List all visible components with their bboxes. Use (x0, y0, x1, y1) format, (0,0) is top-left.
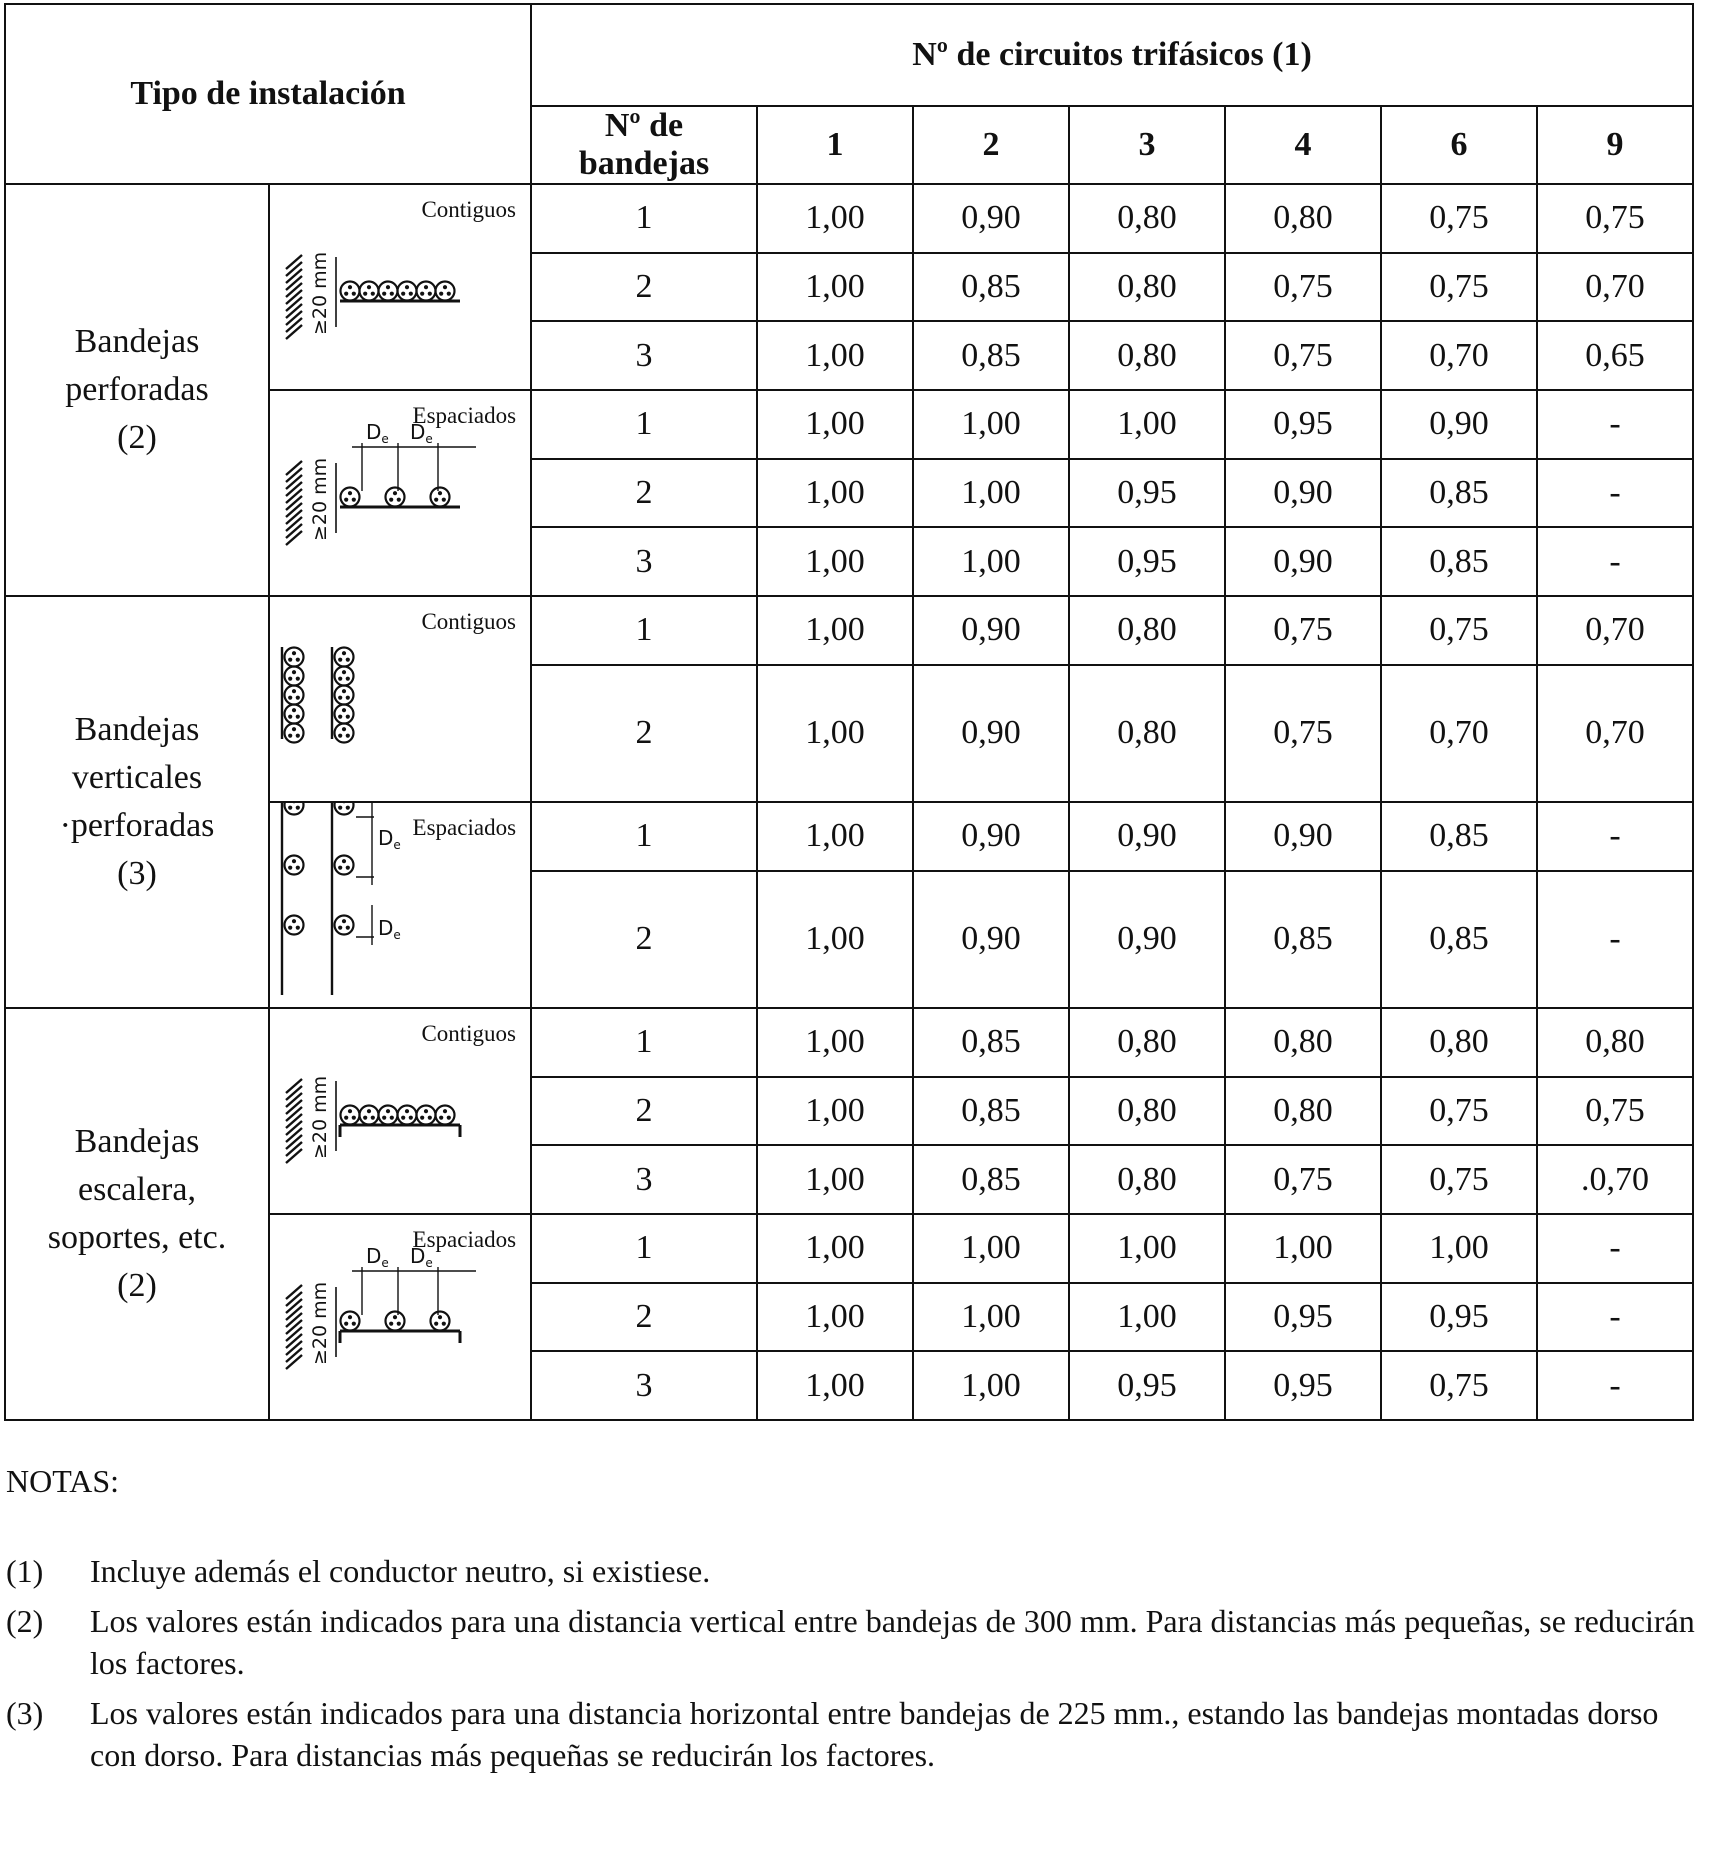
factor-cell: 1,00 (757, 184, 913, 253)
note-3 (6, 1692, 1706, 1776)
cable-icon (335, 648, 354, 667)
de-label: $D_e$ (366, 1244, 389, 1270)
cable-icon (398, 282, 417, 301)
factor-cell: 0,95 (1069, 527, 1225, 596)
factor-cell: 0,80 (1069, 184, 1225, 253)
factor-cell: - (1537, 871, 1693, 1008)
diagram-cell (269, 1008, 531, 1214)
factor-cell: 0,80 (1225, 1077, 1381, 1146)
table-row (5, 596, 1693, 665)
tray-count-cell: 2 (531, 665, 757, 802)
factor-cell: 0,85 (913, 1077, 1069, 1146)
factor-cell: 0,75 (1225, 321, 1381, 390)
tray-count-cell: 3 (531, 527, 757, 596)
header-row-1 (5, 4, 1693, 106)
factor-cell: 1,00 (913, 1351, 1069, 1420)
factor-cell: 1,00 (913, 1283, 1069, 1352)
cable-icon (285, 803, 304, 815)
cable-icon (341, 1106, 360, 1125)
tray-count-cell: 1 (531, 1008, 757, 1077)
factor-cell: 0,70 (1537, 596, 1693, 665)
factor-cell: 0,75 (1381, 1077, 1537, 1146)
group-label-3 (5, 1008, 269, 1420)
cable-icon (341, 488, 360, 507)
diagram-cell (269, 1214, 531, 1420)
factor-cell: 0,85 (1381, 871, 1537, 1008)
group-label-line: ·perforadas (59, 807, 215, 844)
factor-cell: 1,00 (757, 1283, 913, 1352)
factor-cell: 0,75 (1225, 1145, 1381, 1214)
group-label-2 (5, 596, 269, 1008)
header-bandejas-line1: Nº de (604, 107, 684, 144)
vertical-spaced-icon (270, 803, 528, 1007)
tray-count-cell: 3 (531, 1351, 757, 1420)
factor-cell: 0,90 (1225, 527, 1381, 596)
note-1 (6, 1550, 1706, 1592)
header-col-3: 3 (1069, 106, 1225, 184)
factor-cell: 1,00 (913, 1214, 1069, 1283)
cable-icon (285, 686, 304, 705)
layout-label: Contiguos (421, 197, 517, 222)
tray-count-cell: 1 (531, 390, 757, 459)
factor-cell: 1,00 (1381, 1214, 1537, 1283)
note-1-number: (1) (6, 1553, 44, 1589)
factor-cell: .0,70 (1537, 1145, 1693, 1214)
header-tipo: Tipo de instalación (5, 4, 531, 184)
factor-cell: 1,00 (757, 527, 913, 596)
tray-count-cell: 2 (531, 871, 757, 1008)
gap-label: ≥20 mm (309, 251, 331, 335)
factor-cell: 0,65 (1537, 321, 1693, 390)
note-2 (6, 1600, 1706, 1684)
factor-cell: 1,00 (913, 390, 1069, 459)
wall-hatch (286, 1285, 302, 1369)
factor-cell: 0,75 (1381, 1351, 1537, 1420)
factor-cell: 0,80 (1069, 1008, 1225, 1077)
factor-cell: - (1537, 1351, 1693, 1420)
factor-cell: 0,85 (1381, 802, 1537, 871)
group-label-line: (3) (117, 855, 157, 892)
factor-cell: - (1537, 1283, 1693, 1352)
group-label-1 (5, 184, 269, 596)
factor-cell: 0,70 (1381, 321, 1537, 390)
factor-cell: 0,90 (1381, 390, 1537, 459)
note-2-number: (2) (6, 1603, 44, 1639)
factor-cell: 0,75 (1381, 184, 1537, 253)
factor-cell: 1,00 (757, 871, 913, 1008)
note-2-text: Los valores están indicados para una distancia vertical entre bandejas de 300 mm. Para distancias más pequeñas, se reducirán los factores. (90, 1603, 1695, 1681)
tray-count-cell: 1 (531, 596, 757, 665)
group-label-line: escalera, (78, 1171, 196, 1208)
cable-icon (335, 724, 354, 743)
diagram-cell (269, 596, 531, 802)
wall-hatch (286, 461, 302, 545)
factor-cell: 0,80 (1069, 1077, 1225, 1146)
factor-cell: 0,75 (1225, 596, 1381, 665)
tray-count-cell: 1 (531, 1214, 757, 1283)
cable-icon (436, 1106, 455, 1125)
cable-icon (360, 1106, 379, 1125)
factor-cell: 0,90 (913, 665, 1069, 802)
factor-cell: 0,80 (1069, 1145, 1225, 1214)
factor-cell: 0,75 (1537, 184, 1693, 253)
cable-icon (335, 686, 354, 705)
factor-cell: 0,85 (913, 1145, 1069, 1214)
layout-label: Contiguos (421, 609, 517, 634)
layout-label: Espaciados (412, 1227, 517, 1252)
cable-icon (417, 282, 436, 301)
factor-cell: - (1537, 459, 1693, 528)
note-3-number: (3) (6, 1695, 44, 1731)
table-wrapper (4, 3, 1692, 1421)
gap-label: ≥20 mm (309, 457, 331, 541)
group-label-line: soportes, etc. (47, 1219, 227, 1256)
de-label: $D_e$ (378, 826, 401, 852)
factor-cell: - (1537, 527, 1693, 596)
factor-cell: 0,80 (1225, 184, 1381, 253)
factor-cell: 0,95 (1225, 1351, 1381, 1420)
cable-icon (335, 667, 354, 686)
tray-count-cell: 1 (531, 184, 757, 253)
factor-cell: 0,90 (913, 871, 1069, 1008)
header-col-4: 4 (1225, 106, 1381, 184)
table-row (5, 1008, 1693, 1077)
factor-cell: 0,85 (913, 321, 1069, 390)
group-label-line: perforadas (65, 371, 209, 408)
vertical-contiguous-icon (270, 597, 528, 801)
factor-cell: 1,00 (913, 459, 1069, 528)
header-circuitos: Nº de circuitos trifásicos (1) (531, 4, 1693, 106)
group-label-line: (2) (117, 419, 157, 456)
factor-cell: 1,00 (757, 1008, 913, 1077)
wall-hatch (286, 1079, 302, 1163)
factor-cell: - (1537, 1214, 1693, 1283)
factor-cell: 0,90 (1069, 871, 1225, 1008)
factor-cell: 1,00 (1069, 390, 1225, 459)
factor-cell: 0,90 (1069, 802, 1225, 871)
factor-cell: 0,75 (1537, 1077, 1693, 1146)
factor-cell: 0,90 (1225, 802, 1381, 871)
horizontal-spaced-icon (270, 391, 528, 595)
factor-cell: 1,00 (757, 596, 913, 665)
factor-cell: 1,00 (1225, 1214, 1381, 1283)
diagram-cell (269, 184, 531, 390)
factor-cell: 0,95 (1069, 459, 1225, 528)
factor-cell: 0,95 (1225, 1283, 1381, 1352)
cable-icon (386, 488, 405, 507)
cable-icon (335, 705, 354, 724)
cable-icon (335, 803, 354, 815)
cable-icon (379, 1106, 398, 1125)
factor-cell: 0,70 (1537, 253, 1693, 322)
factor-cell: 0,90 (913, 184, 1069, 253)
factor-cell: 0,75 (1381, 253, 1537, 322)
factor-cell: 0,95 (1225, 390, 1381, 459)
note-1-text: Incluye además el conductor neutro, si existiese. (90, 1553, 711, 1589)
notes-title: NOTAS: (6, 1463, 119, 1499)
factor-cell: 0,90 (913, 596, 1069, 665)
tray-count-cell: 2 (531, 253, 757, 322)
factor-cell: 0,80 (1381, 1008, 1537, 1077)
factor-cell: 0,80 (1069, 253, 1225, 322)
factor-cell: 0,75 (1381, 596, 1537, 665)
factor-cell: 1,00 (1069, 1283, 1225, 1352)
cable-icon (335, 856, 354, 875)
factor-cell: 1,00 (757, 390, 913, 459)
ladder-contiguous-icon (270, 1009, 528, 1213)
tray-count-cell: 1 (531, 802, 757, 871)
cable-icon (360, 282, 379, 301)
header-col-1: 1 (757, 106, 913, 184)
table-row (5, 184, 1693, 253)
factor-cell: 1,00 (757, 1077, 913, 1146)
diagram-cell (269, 802, 531, 1008)
ladder-spaced-icon (270, 1215, 528, 1419)
factor-cell: 0,95 (1381, 1283, 1537, 1352)
cable-icon (431, 1312, 450, 1331)
notes-section (6, 1460, 1706, 1784)
note-3-text: Los valores están indicados para una distancia horizontal entre bandejas de 225 mm., estando las bandejas montadas dorso con dorso. Para distancias más pequeñas se reducirán los factores. (90, 1695, 1659, 1773)
layout-label: Espaciados (412, 403, 517, 428)
factor-cell: 0,80 (1069, 596, 1225, 665)
factor-cell: 0,70 (1537, 665, 1693, 802)
cable-icon (285, 856, 304, 875)
factor-cell: 0,85 (913, 1008, 1069, 1077)
factor-cell: 0,95 (1069, 1351, 1225, 1420)
factor-cell: 1,00 (757, 321, 913, 390)
factor-cell: 0,85 (1225, 871, 1381, 1008)
factor-cell: 0,80 (1069, 665, 1225, 802)
factor-cell: 1,00 (757, 802, 913, 871)
diagram-cell (269, 390, 531, 596)
factor-cell: 1,00 (757, 1351, 913, 1420)
derating-table (4, 3, 1694, 1421)
factor-cell: 0,85 (913, 253, 1069, 322)
header-bandejas-line2: bandejas (578, 145, 710, 182)
cable-icon (285, 667, 304, 686)
factor-cell: 1,00 (757, 1214, 913, 1283)
cable-icon (341, 282, 360, 301)
header-col-2: 2 (913, 106, 1069, 184)
factor-cell: 0,80 (1537, 1008, 1693, 1077)
factor-cell: - (1537, 390, 1693, 459)
factor-cell: 0,80 (1225, 1008, 1381, 1077)
cable-icon (386, 1312, 405, 1331)
factor-cell: 0,85 (1381, 527, 1537, 596)
factor-cell: 0,75 (1225, 665, 1381, 802)
factor-cell: 1,00 (757, 253, 913, 322)
de-label: $D_e$ (410, 420, 433, 446)
factor-cell: 1,00 (913, 527, 1069, 596)
factor-cell: 1,00 (757, 1145, 913, 1214)
factor-cell: 1,00 (757, 665, 913, 802)
cable-icon (431, 488, 450, 507)
header-bandejas (531, 106, 757, 184)
horizontal-contiguous-icon (270, 185, 528, 389)
tray-count-cell: 2 (531, 459, 757, 528)
factor-cell: 0,70 (1381, 665, 1537, 802)
cable-icon (285, 916, 304, 935)
factor-cell: 1,00 (1069, 1214, 1225, 1283)
cable-icon (417, 1106, 436, 1125)
cable-icon (379, 282, 398, 301)
factor-cell: - (1537, 802, 1693, 871)
gap-label: ≥20 mm (309, 1281, 331, 1365)
group-label-line: Bandejas (74, 711, 200, 748)
factor-cell: 1,00 (757, 459, 913, 528)
group-label-line: (2) (117, 1267, 157, 1304)
factor-cell: 0,75 (1381, 1145, 1537, 1214)
factor-cell: 0,85 (1381, 459, 1537, 528)
gap-label: ≥20 mm (309, 1075, 331, 1159)
group-label-line: verticales (71, 759, 203, 796)
factor-cell: 0,90 (913, 802, 1069, 871)
cable-icon (436, 282, 455, 301)
de-label: $D_e$ (410, 1244, 433, 1270)
tray-count-cell: 3 (531, 321, 757, 390)
factor-cell: 0,80 (1069, 321, 1225, 390)
cable-icon (335, 916, 354, 935)
cable-icon (341, 1312, 360, 1331)
tray-count-cell: 2 (531, 1077, 757, 1146)
factor-cell: 0,75 (1225, 253, 1381, 322)
layout-label: Contiguos (421, 1021, 517, 1046)
header-col-6: 6 (1381, 106, 1537, 184)
de-label: $D_e$ (366, 420, 389, 446)
cable-icon (285, 648, 304, 667)
factor-cell: 0,90 (1225, 459, 1381, 528)
group-label-line: Bandejas (74, 1123, 200, 1160)
tray-count-cell: 3 (531, 1145, 757, 1214)
cable-icon (398, 1106, 417, 1125)
cable-icon (285, 705, 304, 724)
cable-icon (285, 724, 304, 743)
de-label: $D_e$ (378, 916, 401, 942)
header-col-9: 9 (1537, 106, 1693, 184)
group-label-line: Bandejas (74, 323, 200, 360)
wall-hatch (286, 255, 302, 339)
layout-label: Espaciados (412, 815, 517, 840)
tray-count-cell: 2 (531, 1283, 757, 1352)
